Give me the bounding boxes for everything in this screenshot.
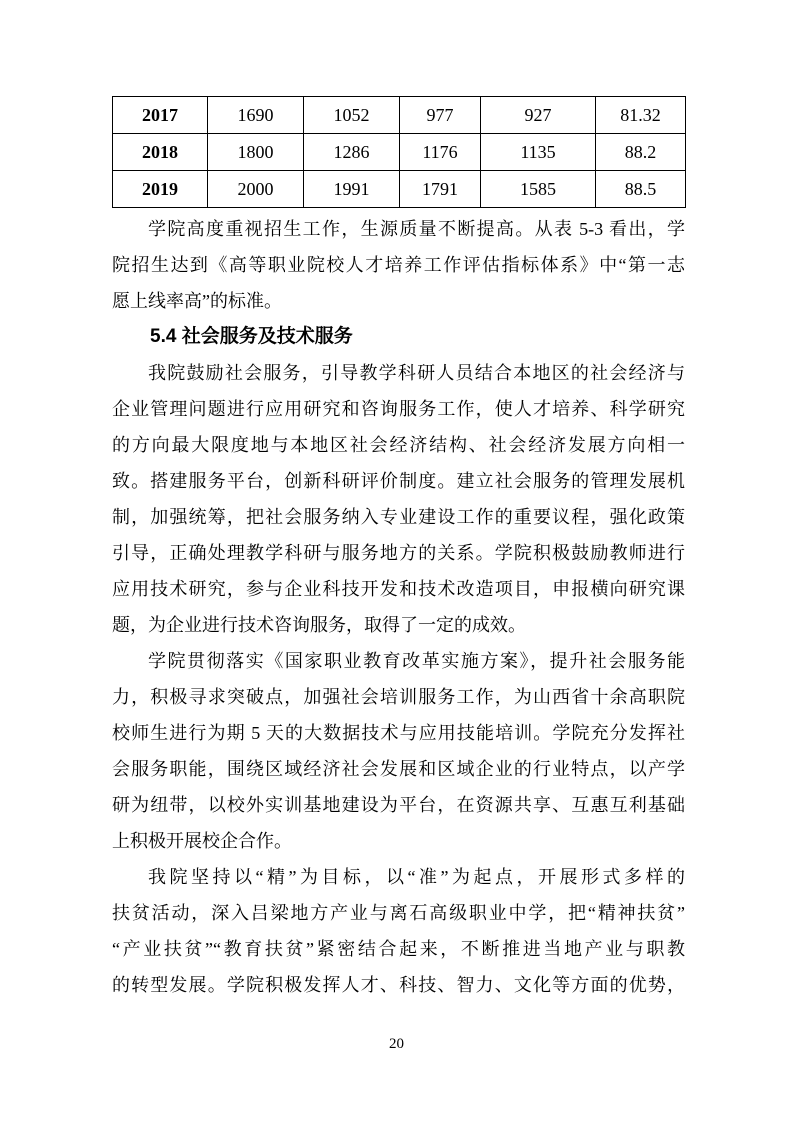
table-cell-year: 2018: [113, 134, 208, 171]
text-line: 制，加强统筹，把社会服务纳入专业建设工作的重要议程，强化政策: [112, 507, 685, 527]
text-line: 上积极开展校企合作。: [112, 831, 292, 851]
text-line: 学院高度重视招生工作，生源质量不断提高。从表 5-3 看出，学: [148, 219, 685, 239]
table-cell: 927: [481, 97, 596, 134]
text-line: 会服务职能，围绕区域经济社会发展和区域企业的行业特点，以产学: [112, 759, 685, 779]
text-line: 愿上线率高”的标准。: [112, 291, 282, 311]
table-cell: 1135: [481, 134, 596, 171]
body-text: [112, 211, 685, 1003]
table-cell-year: 2019: [113, 171, 208, 208]
table-cell: 1800: [208, 134, 304, 171]
table-cell: 1585: [481, 171, 596, 208]
table-cell: 1690: [208, 97, 304, 134]
text-line: 的方向最大限度地与本地区社会经济结构、社会经济发展方向相一: [112, 435, 685, 455]
page-number: 20: [389, 1036, 404, 1052]
table-cell-year: 2017: [113, 97, 208, 134]
table-cell: 1176: [400, 134, 481, 171]
text-line: 的转型发展。学院积极发挥人才、科技、智力、文化等方面的优势，: [112, 975, 685, 995]
text-line: 我院鼓励社会服务，引导教学科研人员结合本地区的社会经济与: [148, 363, 685, 383]
table-row-2018: [113, 134, 686, 171]
text-line: “产业扶贫”“教育扶贫”紧密结合起来，不断推进当地产业与职教: [112, 939, 685, 959]
table-cell: 81.32: [596, 97, 686, 134]
table-cell: 88.2: [596, 134, 686, 171]
table-cell: 1791: [400, 171, 481, 208]
text-line: 企业管理问题进行应用研究和咨询服务工作，使人才培养、科学研究: [112, 399, 685, 419]
page-content: [112, 96, 685, 1003]
table-cell: 1052: [304, 97, 400, 134]
text-line: 研为纽带，以校外实训基地建设为平台，在资源共享、互惠互利基础: [112, 795, 685, 815]
table-cell: 2000: [208, 171, 304, 208]
table-cell: 88.5: [596, 171, 686, 208]
text-line: 校师生进行为期 5 天的大数据技术与应用技能培训。学院充分发挥社: [112, 723, 685, 743]
text-line: 应用技术研究，参与企业科技开发和技术改造项目，申报横向研究课: [112, 579, 685, 599]
text-line: 学院贯彻落实《国家职业教育改革实施方案》，提升社会服务能: [148, 651, 685, 671]
table-row-2017: [113, 97, 686, 134]
section-heading: 5.4 社会服务及技术服务: [150, 326, 353, 347]
text-line: 院招生达到《高等职业院校人才培养工作评估指标体系》中“第一志: [112, 255, 685, 275]
text-line: 致。搭建服务平台，创新科研评价制度。建立社会服务的管理发展机: [112, 471, 685, 491]
text-line: 力，积极寻求突破点，加强社会培训服务工作，为山西省十余高职院: [112, 687, 685, 707]
table-cell: 1286: [304, 134, 400, 171]
text-line: 扶贫活动，深入吕梁地方产业与离石高级职业中学，把“精神扶贫”: [112, 903, 685, 923]
text-line: 我院坚持以“精”为目标，以“准”为起点，开展形式多样的: [148, 867, 685, 887]
text-line: 题，为企业进行技术咨询服务，取得了一定的成效。: [112, 615, 526, 635]
table-cell: 977: [400, 97, 481, 134]
table-row-2019: [113, 171, 686, 208]
text-line: 引导，正确处理教学科研与服务地方的关系。学院积极鼓励教师进行: [112, 543, 685, 563]
table-cell: 1991: [304, 171, 400, 208]
enrollment-stats-table: [112, 96, 686, 208]
